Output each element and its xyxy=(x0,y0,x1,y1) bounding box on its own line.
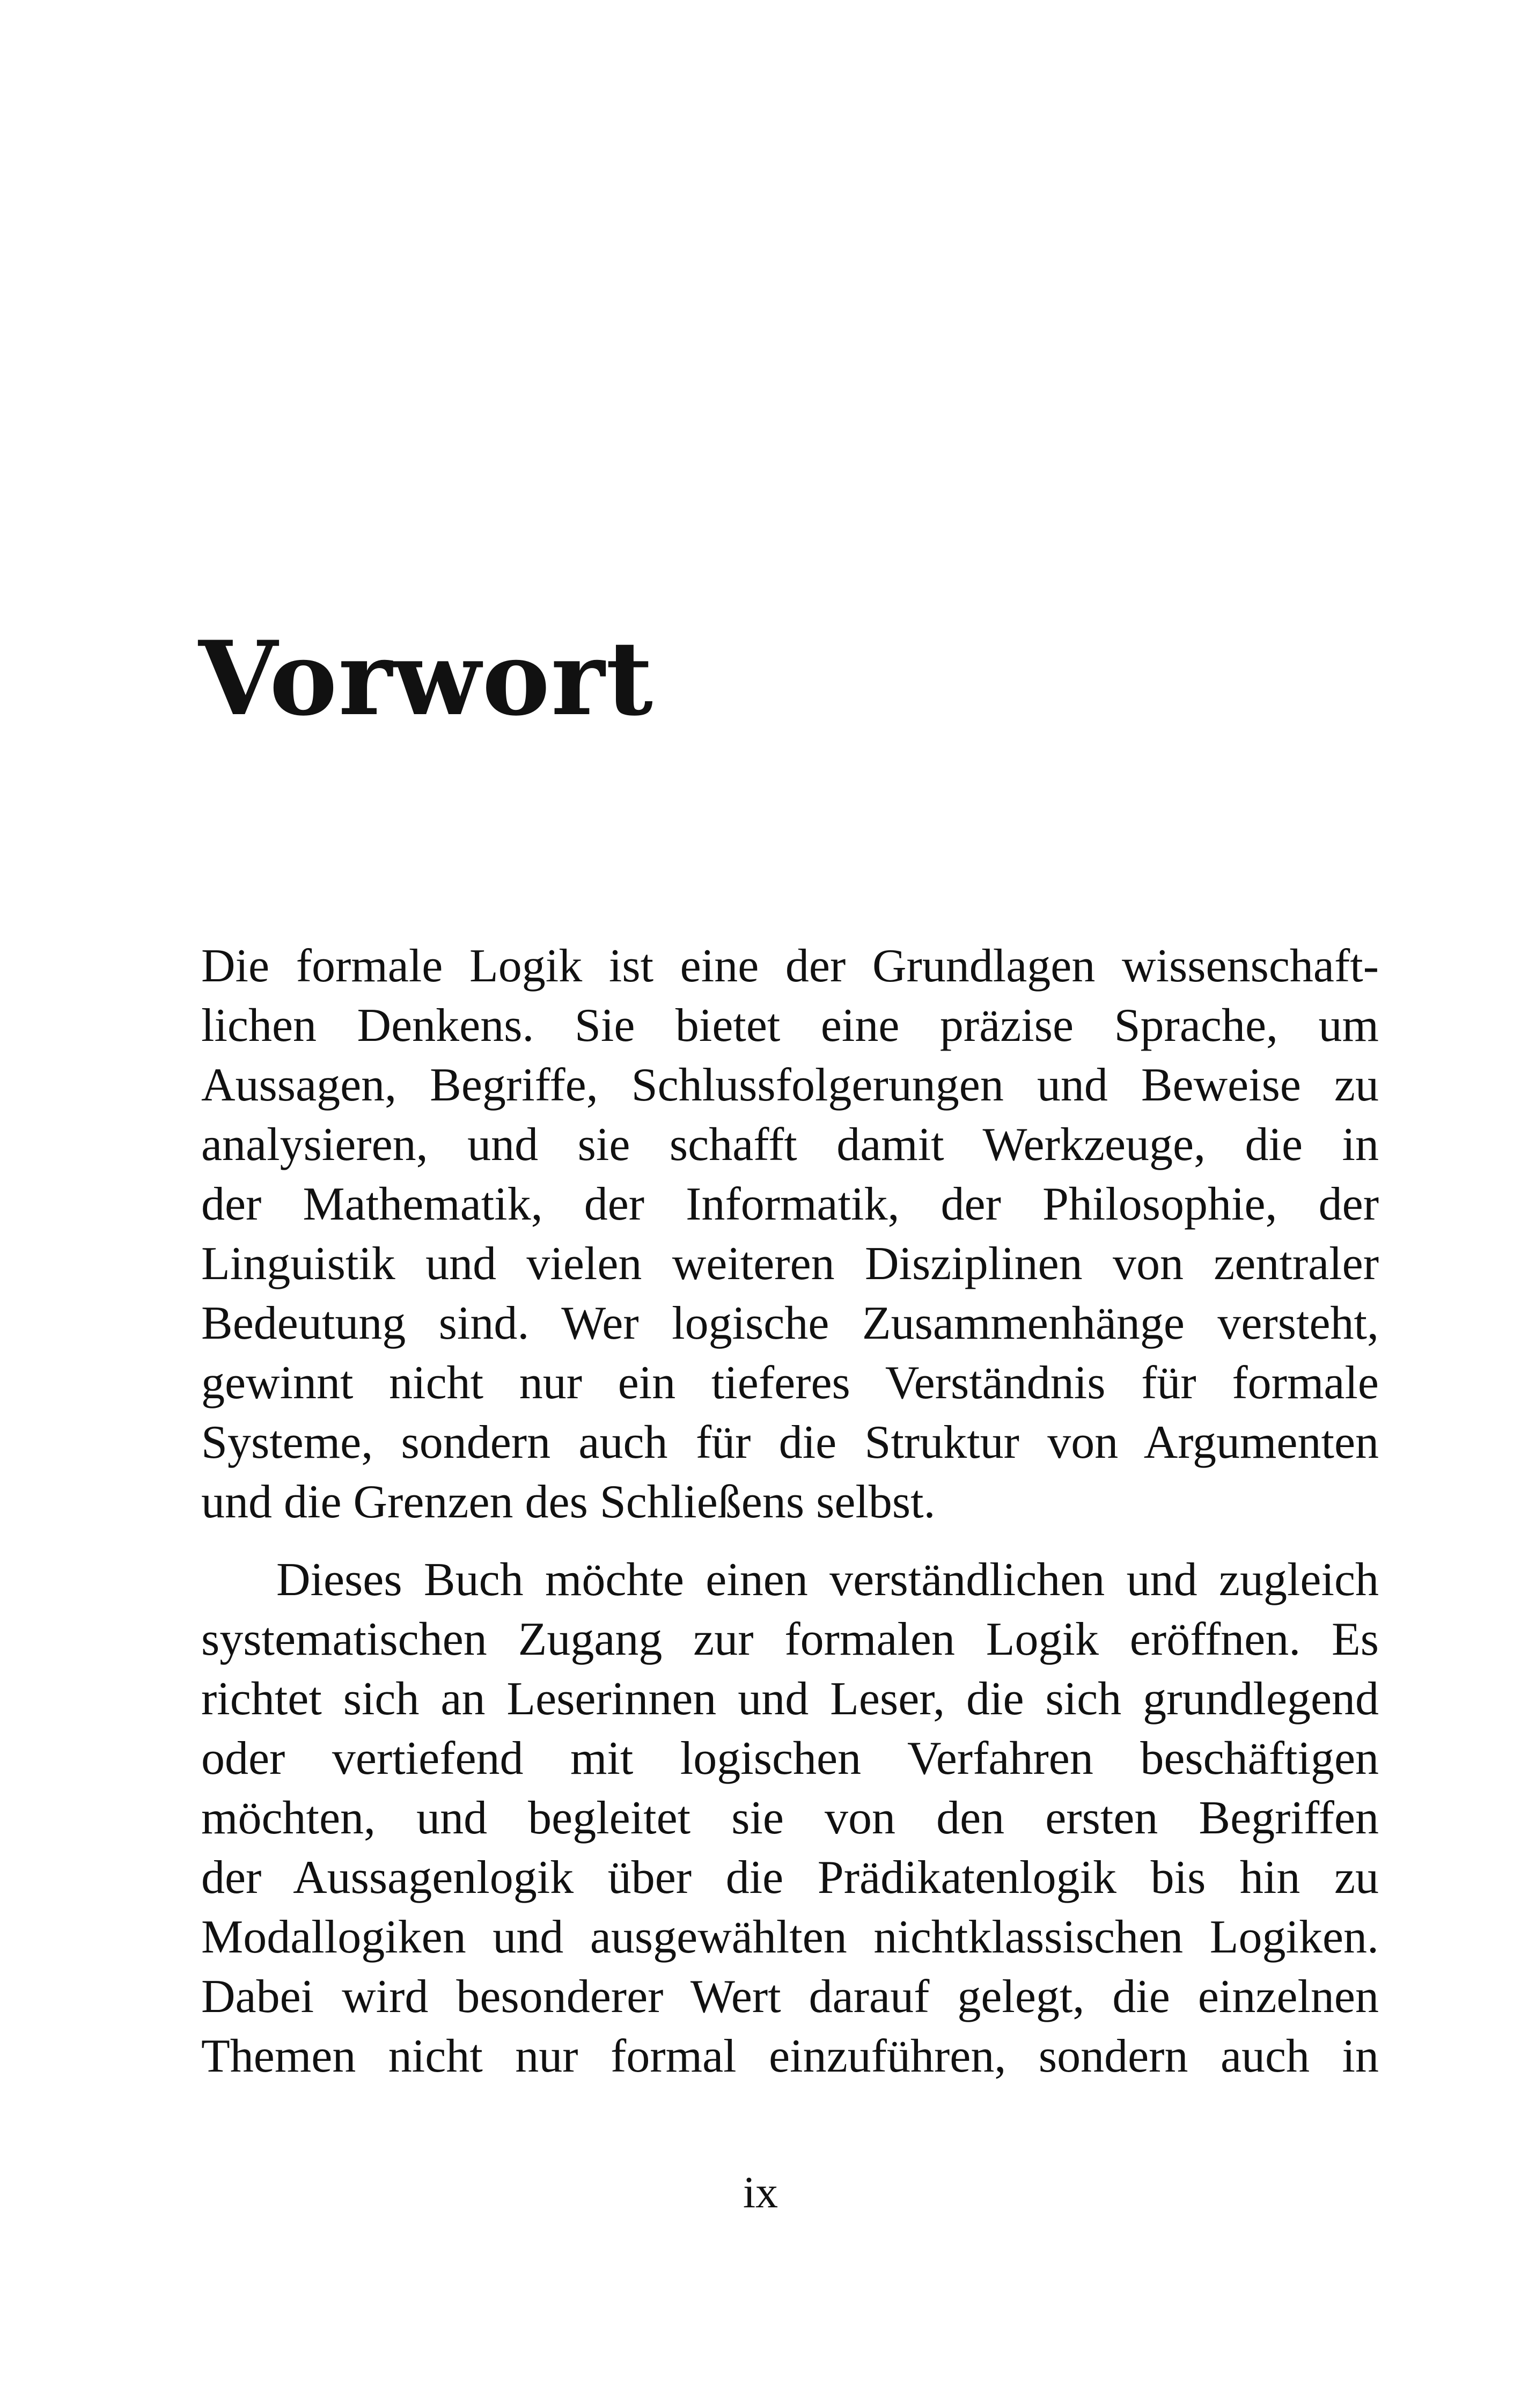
body-text xyxy=(201,936,1379,2086)
chapter-title: Vorwort xyxy=(199,619,654,738)
text-line: der Mathematik, der Informatik, der Philosophie, der xyxy=(201,1178,1379,1230)
text-line: systematischen Zugang zur formalen Logik eröffnen. Es xyxy=(201,1613,1379,1665)
text-line: Linguistik und vielen weiteren Disziplinen von zentraler xyxy=(201,1238,1379,1290)
text-line: Modallogiken und ausgewählten nichtklassischen Logiken. xyxy=(201,1911,1379,1963)
text-line: Aussagen, Begriffe, Schlussfolgerungen und Beweise zu xyxy=(201,1059,1379,1111)
text-line: und die Grenzen des Schließens selbst. xyxy=(201,1476,936,1528)
text-line: möchten, und begleitet sie von den ersten Begriffen xyxy=(201,1792,1379,1844)
text-line: analysieren, und sie schafft damit Werkzeuge, die in xyxy=(201,1119,1379,1171)
paragraph-2 xyxy=(201,1550,1379,2086)
text-line: Dabei wird besonderer Wert darauf gelegt, die einzelnen xyxy=(201,1971,1379,2023)
text-line: Themen nicht nur formal einzuführen, sondern auch in xyxy=(201,2030,1379,2082)
text-line: Systeme, sondern auch für die Struktur von Argumenten xyxy=(201,1416,1379,1469)
text-line: gewinnt nicht nur ein tieferes Verständnis für formale xyxy=(201,1357,1379,1409)
text-line: der Aussagenlogik über die Prädikatenlogik bis hin zu xyxy=(201,1852,1379,1904)
text-line: oder vertiefend mit logischen Verfahren beschäftigen xyxy=(201,1732,1379,1785)
text-line: lichen Denkens. Sie bietet eine präzise Sprache, um xyxy=(201,1000,1379,1052)
text-line: Dieses Buch möchte einen verständlichen und zugleich xyxy=(276,1554,1379,1606)
text-line: richtet sich an Leserinnen und Leser, die sich grundlegend xyxy=(201,1673,1379,1725)
page-number: ix xyxy=(743,2168,778,2218)
text-line: Bedeutung sind. Wer logische Zusammenhänge versteht, xyxy=(201,1297,1379,1349)
paragraph-1 xyxy=(201,936,1379,1532)
text-line: Die formale Logik ist eine der Grundlagen wissenschaft- xyxy=(201,940,1379,992)
